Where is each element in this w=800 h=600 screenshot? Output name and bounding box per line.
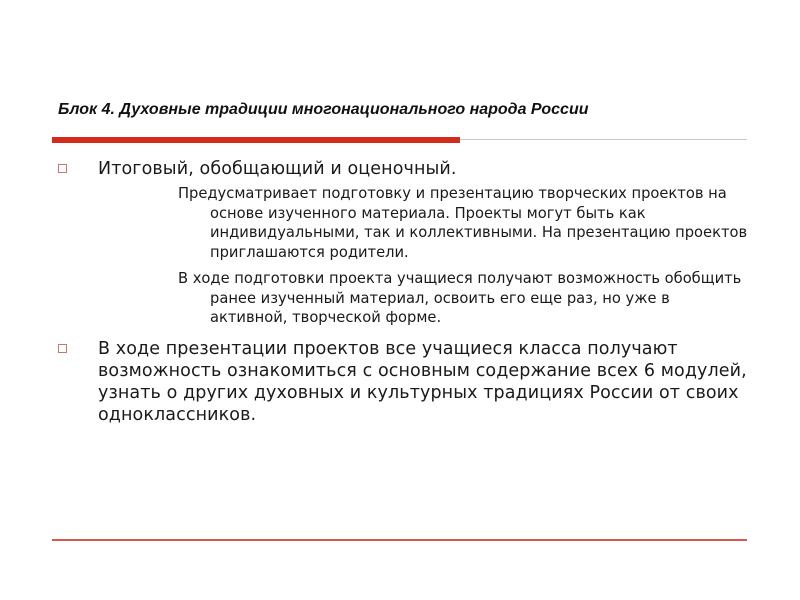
slide-body bbox=[58, 158, 748, 426]
bullet-item bbox=[58, 338, 748, 426]
square-bullet-icon bbox=[58, 164, 67, 173]
sub-bullet-item bbox=[178, 184, 748, 262]
bullet-item bbox=[58, 158, 748, 328]
bullet-text: Итоговый, обобщающий и оценочный. bbox=[98, 159, 457, 179]
slide-title: Блок 4. Духовные традиции многонационального народа России bbox=[58, 101, 589, 118]
sub-bullet-text: Предусматривает подготовку и презентацию творческих проектов на основе изученного материала. Проекты могут быть как индивидуальными, так и коллективными. На презентацию проектов приглашаются родители. bbox=[178, 185, 748, 261]
bullet-text: В ходе презентации проектов все учащиеся класса получают возможность ознакомиться с основным содержание всех 6 модулей, узнать о других духовных и культурных традициях России от своих одноклассников. bbox=[98, 338, 747, 425]
sub-bullet-item bbox=[178, 269, 748, 328]
sub-bullet-text: В ходе подготовки проекта учащиеся получают возможность обобщить ранее изученный материал, освоить его еще раз, но уже в активной, творческой форме. bbox=[178, 270, 742, 326]
square-bullet-icon bbox=[58, 344, 67, 353]
footer-divider bbox=[52, 539, 747, 541]
title-accent-bar bbox=[52, 137, 460, 143]
